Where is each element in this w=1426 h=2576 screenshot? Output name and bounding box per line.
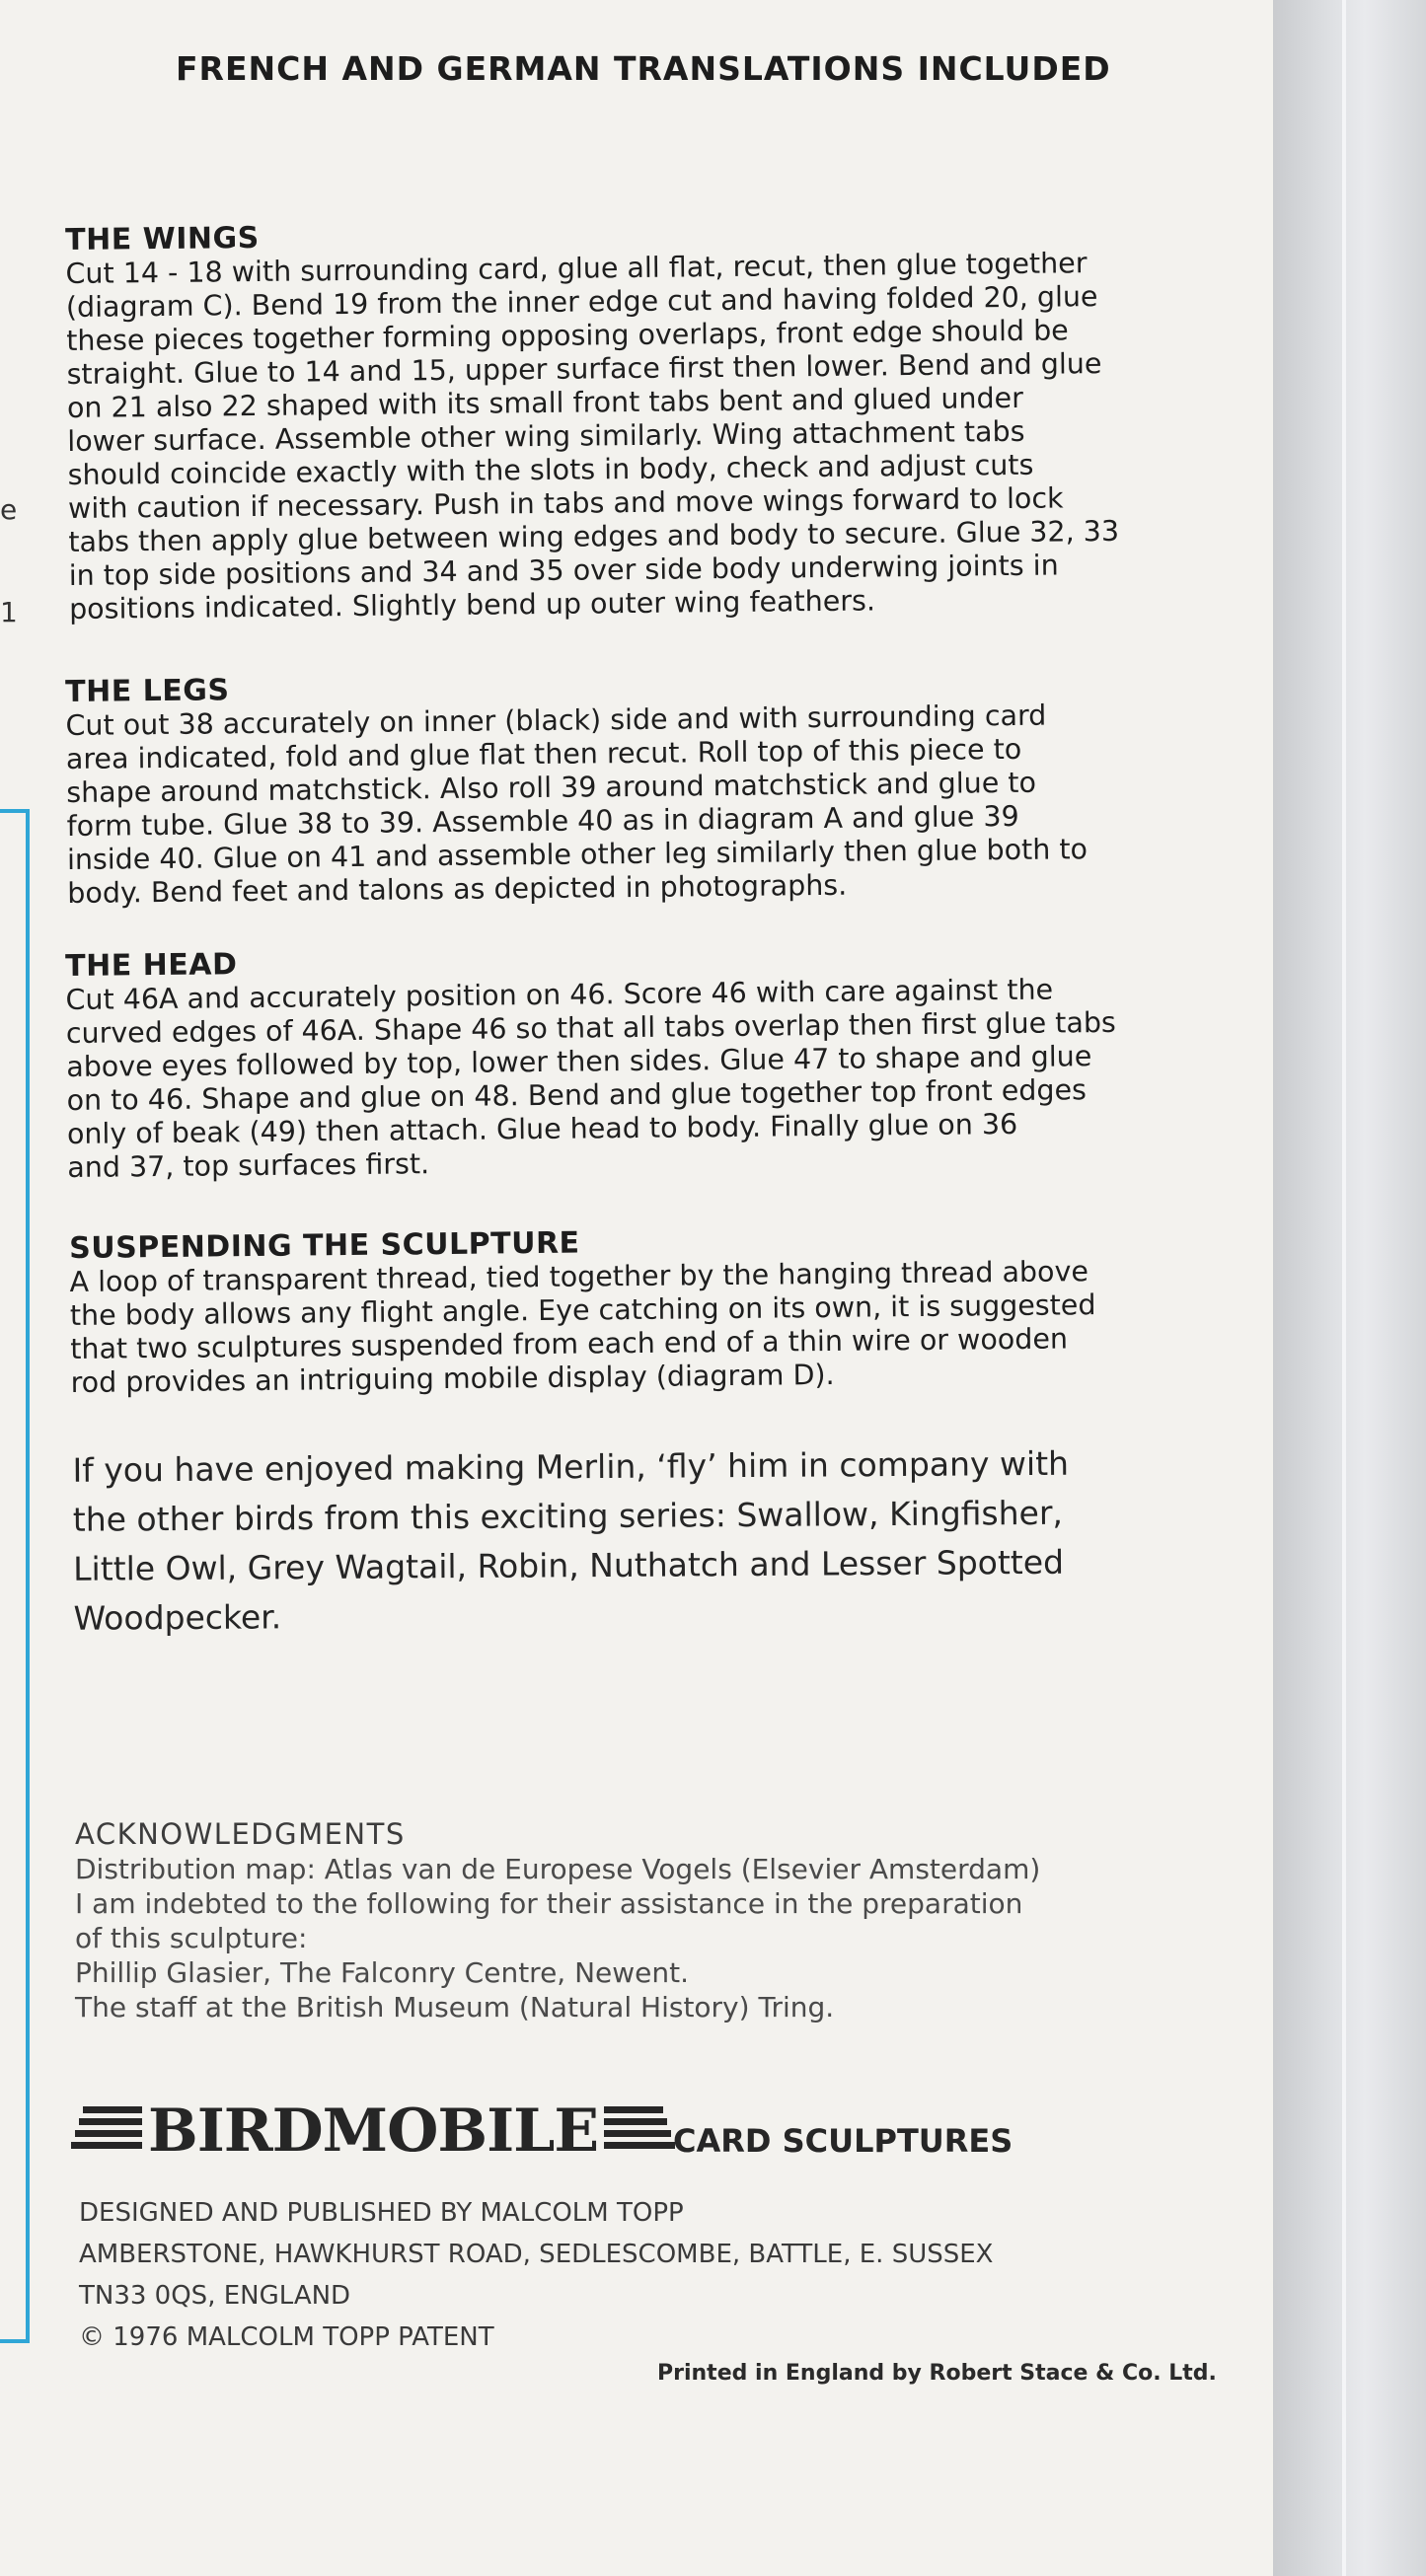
paragraph-line: in top side positions and 34 and 35 over side body underwing joints in bbox=[68, 549, 1059, 592]
paragraph-line: shape around matchstick. Also roll 39 around matchstick and glue to bbox=[66, 766, 1037, 809]
paragraph-line: that two sculptures suspended from each end of a thin wire or wooden bbox=[70, 1322, 1069, 1365]
paragraph-line: body. Bend feet and talons as depicted in photographs. bbox=[67, 868, 848, 910]
section-wings bbox=[65, 211, 1184, 626]
paragraph-line: inside 40. Glue on 41 and assemble other leg similarly then glue both to bbox=[66, 833, 1088, 876]
publisher-line: AMBERSTONE, HAWKHURST ROAD, SEDLESCOMBE, BATTLE, E. SUSSEX bbox=[79, 2240, 994, 2269]
paragraph-line: curved edges of 46A. Shape 46 so that all tabs overlap then first glue tabs bbox=[65, 1005, 1116, 1050]
paragraph-line: only of beak (49) then attach. Glue head to body. Finally glue on 36 bbox=[66, 1107, 1018, 1150]
paragraph-line: tabs then apply glue between wing edges and body to secure. Glue 32, 33 bbox=[68, 514, 1120, 558]
section-heading: THE LEGS bbox=[65, 673, 230, 709]
acknowledgments-title: ACKNOWLEDGMENTS bbox=[75, 1817, 406, 1851]
acknowledgment-line: I am indebted to the following for their assistance in the preparation bbox=[75, 1887, 1023, 1920]
paragraph-line: straight. Glue to 14 and 15, upper surface first then lower. Bend and glue bbox=[66, 347, 1102, 391]
brand-tagline: CARD SCULPTURES bbox=[673, 2122, 1013, 2160]
paragraph-line: positions indicated. Slightly bend up outer wing feathers. bbox=[68, 584, 876, 626]
printer-credit: Printed in England by Robert Stace & Co. Ltd. bbox=[657, 2361, 1217, 2386]
publisher-line: TN33 0QS, ENGLAND bbox=[79, 2281, 351, 2311]
paragraph-line: Cut 14 - 18 with surrounding card, glue all flat, recut, then glue together bbox=[65, 247, 1088, 290]
margin-fragment: e bbox=[0, 493, 18, 526]
paragraph-line: rod provides an intriguing mobile display (diagram D). bbox=[70, 1358, 835, 1399]
promo-line: Woodpecker. bbox=[73, 1597, 282, 1638]
paragraph-line: on 21 also 22 shaped with its small front tabs bent and glued under bbox=[66, 381, 1023, 424]
paragraph-line: A loop of transparent thread, tied together by the hanging thread above bbox=[69, 1255, 1089, 1298]
acknowledgment-line: The staff at the British Museum (Natural History) Tring. bbox=[75, 1991, 835, 2024]
section-heading: SUSPENDING THE SCULPTURE bbox=[69, 1225, 580, 1266]
series-promo bbox=[72, 1438, 1139, 1644]
birdmobile-brand bbox=[71, 2097, 1058, 2166]
acknowledgments bbox=[75, 1817, 1180, 2024]
section-heading: THE HEAD bbox=[65, 947, 238, 984]
section-legs bbox=[65, 663, 1182, 911]
paragraph-line: these pieces together forming opposing overlaps, front edge should be bbox=[66, 314, 1069, 357]
paragraph-line: above eyes followed by top, lower then sides. Glue 47 to shape and glue bbox=[66, 1040, 1092, 1083]
acknowledgment-line: of this sculpture: bbox=[75, 1922, 308, 1954]
translations-header: FRENCH AND GERMAN TRANSLATIONS INCLUDED bbox=[176, 49, 1111, 88]
acknowledgment-line: Distribution map: Atlas van de Europese Vogels (Elsevier Amsterdam) bbox=[75, 1853, 1041, 1885]
margin-fragment: 1 bbox=[0, 596, 18, 628]
promo-line: If you have enjoyed making Merlin, ‘fly’ him in company with bbox=[72, 1443, 1070, 1490]
paragraph-line: should coincide exactly with the slots in body, check and adjust cuts bbox=[67, 448, 1034, 491]
paragraph-line: Cut 46A and accurately position on 46. Score 46 with care against the bbox=[65, 973, 1054, 1016]
publisher-line: © 1976 MALCOLM TOPP PATENT bbox=[79, 2322, 494, 2352]
brand-logo: BIRDMOBILE bbox=[148, 2097, 599, 2166]
paragraph-line: (diagram C). Bend 19 from the inner edge cut and having folded 20, glue bbox=[65, 280, 1098, 324]
section-head bbox=[65, 937, 1182, 1185]
section-heading: THE WINGS bbox=[65, 220, 260, 258]
logo-stripes-right-icon bbox=[604, 2106, 675, 2160]
paragraph-line: the body allows any flight angle. Eye catching on its own, it is suggested bbox=[69, 1288, 1096, 1332]
publisher-line: DESIGNED AND PUBLISHED BY MALCOLM TOPP bbox=[79, 2198, 684, 2228]
paragraph-line: Cut out 38 accurately on inner (black) side and with surrounding card bbox=[65, 699, 1047, 742]
plastic-sleeve-edge bbox=[1273, 0, 1426, 2576]
paragraph-line: form tube. Glue 38 to 39. Assemble 40 as in diagram A and glue 39 bbox=[66, 799, 1019, 843]
logo-stripes-left-icon bbox=[71, 2106, 142, 2160]
paragraph-line: lower surface. Assemble other wing similarly. Wing attachment tabs bbox=[67, 414, 1025, 458]
promo-line: the other birds from this exciting series: Swallow, Kingfisher, bbox=[72, 1493, 1064, 1539]
section-suspending bbox=[69, 1219, 1186, 1400]
paragraph-line: on to 46. Shape and glue on 48. Bend and glue together top front edges bbox=[66, 1073, 1088, 1117]
paragraph-line: and 37, top surfaces first. bbox=[67, 1147, 430, 1184]
paragraph-line: area indicated, fold and glue flat then recut. Roll top of this piece to bbox=[65, 732, 1022, 775]
promo-line: Little Owl, Grey Wagtail, Robin, Nuthatch and Lesser Spotted bbox=[73, 1542, 1065, 1588]
publisher-info bbox=[79, 2192, 1164, 2358]
paragraph-line: with caution if necessary. Push in tabs and move wings forward to lock bbox=[67, 481, 1064, 525]
sleeve-highlight bbox=[1342, 0, 1346, 2576]
acknowledgment-line: Phillip Glasier, The Falconry Centre, Newent. bbox=[75, 1956, 690, 1989]
